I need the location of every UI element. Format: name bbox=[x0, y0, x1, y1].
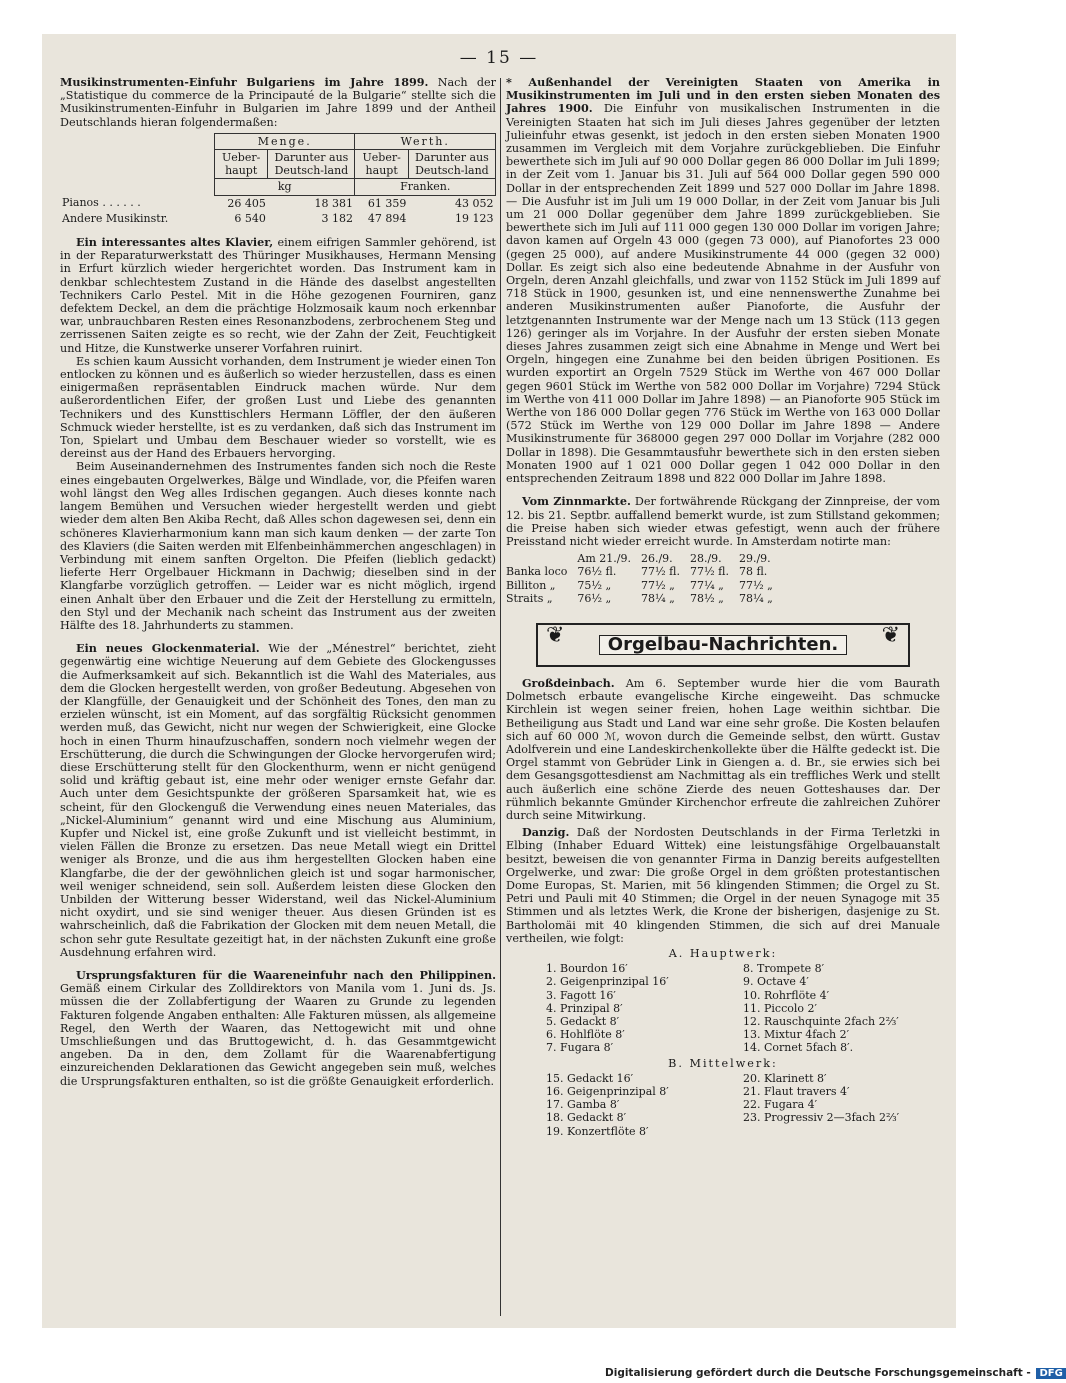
organ-stop: 18. Gedackt 8′ bbox=[546, 1111, 627, 1125]
footer bbox=[605, 1367, 1066, 1379]
article-usa-trade: * Außenhandel der Vereinigten Staaten von Amerika in Musikinstrumenten im Juli und in den ersten sieben Monaten des Jahres 1900. Die Einfuhr von musikalischen Instrumenten in die Vereinigten Staaten hat sich im Juli dieses Jahres gegenüber der letzten Julieinfuhr etwas gesenkt, ist jedoch in den ersten sieben Monaten 1900 zusammen im Vergleich mit dem Vorjahre zurückgeblieben. Die Einfuhr bewerthete sich im Juli auf 90 000 Dollar gegen 86 000 Dollar im Juli 1899; in der Zeit vom 1. Januar bis 31. Juli auf 564 000 Dollar gegen 590 000 Dollar in der entsprechenden Zeit 1899 und 527 000 Dollar im Jahre 1898. — Die Ausfuhr ist im Juli um 19 000 Dollar, in der Zeit vom Januar bis Juli um 21 000 Dollar gegenüber dem Jahre 1899 zurückgeblieben. Sie bewerthete sich im Juli auf 111 000 gegen 130 000 Dollar im vorigen Jahre; davon kamen auf Orgeln 43 000 (gegen 73 000), auf Pianofortes 23 000 (gegen 25 000), auf andere Musikinstrumente 44 000 (gegen 32 000) Dollar. Es zeigt sich also eine bedeutende Abnahme in der Ausfuhr von Orgeln, deren Anzahl gleichfalls, und zwar von 1152 Stück im Juli 1899 auf 718 Stück in 1900, gesunken ist, und eine nennenswerthe Zunahme bei anderen Musikinstrumenten außer Pianoforte, die Ausfuhr der letztgenannten Instrumente war der Menge nach um 13 Stück (113 gegen 126) geringer als im Vorjahre. In der Ausfuhr der ersten sieben Monate dieses Jahres zusammen zeigt sich eine Abnahme in Menge und Wert bei Orgeln, hingegen eine Zunahme bei den beiden übrigen Positionen. Es wurden exportirt an Orgeln 7529 Stück im Werthe von 467 000 Dollar gegen 9601 Stück im Werthe von 582 000 Dollar im Vorjahre) 7294 Stück im Werthe von 411 000 Dollar im Jahre 1898) — an Pianoforte 905 Stück im Werthe von 186 000 Dollar gegen 776 Stück im Werthe von 163 000 Dollar (572 Stück im Werthe von 129 000 Dollar im Jahre 1898 — Andere Musikinstrumente für 368000 gegen 297 000 Dollar im Vorjahre (282 000 Dollar in 1898). Die Gesammtausfuhr bewerthete sich in den ersten sieben Monaten 1900 auf 1 021 000 Dollar gegen 1 042 000 Dollar in den entsprechenden Zeitraum 1898 und 822 000 Dollar im Jahre 1898. bbox=[506, 75, 940, 486]
organ-stop: 5. Gedackt 8′ bbox=[546, 1015, 620, 1028]
scanned-page bbox=[42, 34, 956, 1328]
article-heading: Ein interessantes altes Klavier, bbox=[76, 235, 274, 250]
column-divider bbox=[500, 78, 501, 1316]
page-number: — 15 — bbox=[459, 48, 539, 68]
article-philippinen: Ursprungsfakturen für die Waareneinfuhr nach den Philippinen. Gemäß einem Cirkular des Zolldirektors von Manila vom 1. Juni ds. Js. müssen die der Zollabfertigung der Waaren zu Grunde zu legenden Fakturen folgende Angaben enthalten: Alle Fakturen müssen, als allgemeine Regel, den Werth der Waaren, das Nettogewicht mit und ohne Umschließungen und das Bruttogewicht, d. h. das Gesammtgewicht angeben. Da in den, dem Zollamt für die Waarenabfertigung einzureichenden Deklarationen das Gewicht angegeben sein muß, welches die Ursprungsfakturen enthalten, so ist die größte Genauigkeit erforderlich. bbox=[60, 968, 496, 1088]
table-header-menge: Menge. bbox=[215, 133, 355, 149]
organ-stop: 3. Fagott 16′ bbox=[546, 988, 616, 1002]
organ-stop: 8. Trompete 8′ bbox=[743, 962, 825, 976]
article-heading: Großdeinbach. bbox=[522, 675, 615, 690]
paragraph: Beim Auseinandernehmen des Instrumentes fanden sich noch die Reste eines eingebauten Orgelwerkes, Bälge und Windlade, vor, die Pfeifen waren wohl längst den Weg alles Irdischen gegangen. Auch dieses konnte nach langem Bemühen und Versuchen wieder hergestellt werden und giebt wieder dem alten Ben Akiba Recht, daß Alles schon dagewesen sei, denn ein schöneres Klavierharmonium kann man sich kaum denken — der zarte Ton des Klaviers (die Saiten werden mit Elfenbeinhämmerchen angeschlagen) in Verbindung mit einem sanften Orgelton. Die Pfeifen (lieblich gedackt) lieferte Herr Orgelbauer Hickmann in Dachwig; dieselben sind in der Klangfarbe vorzüglich getroffen. — Leider war es nicht möglich, irgend einen Anhalt über den Erbauer und die Zeit der Herstellung zu ermitteln, den Styl und der Mechanik nach scheint das Instrument aus der zweiten Hälfte des 18. Jahrhunderts zu stammen. bbox=[60, 460, 496, 632]
table-header-werth: Werth. bbox=[355, 133, 496, 149]
left-column bbox=[60, 76, 496, 1088]
article-heading: Vom Zinnmarkte. bbox=[522, 494, 631, 509]
article-zinnmarkt: Vom Zinnmarkte. Der fortwährende Rückgang der Zinnpreise, der vom 12. bis 21. Septbr. auffallend bemerkt wurde, ist zum Stillstand gekommen; die Preise haben sich wieder etwas gefestigt, wenn auch der frühere Preisstand nicht wieder erreicht wurde. In Amsterdam notirte man: bbox=[506, 494, 940, 548]
import-table bbox=[60, 133, 496, 226]
organ-stop: 20. Klarinett 8′ bbox=[743, 1071, 827, 1085]
table-subheader: Ueber-haupt bbox=[215, 150, 268, 179]
table-subheader: Darunter aus Deutsch-land bbox=[268, 150, 355, 179]
organ-stop: 6. Hohlflöte 8′ bbox=[546, 1028, 625, 1042]
hauptwerk-stops bbox=[546, 962, 940, 1054]
banner-title: Orgelbau-Nachrichten. bbox=[599, 635, 847, 654]
organ-stop: 10. Rohrflöte 4′ bbox=[743, 988, 830, 1002]
organ-stop bbox=[743, 1125, 940, 1138]
article-text: Nach der „Statistique du commerce de la Principauté de la Bulgarie“ stellte sich die Musikinstrumenten-Einfuhr in Bulgarien im Jahre 1899 und der Antheil Deutschlands hieran folgendermaßen: bbox=[60, 76, 496, 129]
organ-stop: 11. Piccolo 2′ bbox=[743, 1001, 817, 1015]
organ-stop: 15. Gedackt 16′ bbox=[546, 1071, 634, 1085]
right-column bbox=[506, 76, 940, 1140]
article-klavier: Ein interessantes altes Klavier, einem eifrigen Sammler gehörend, ist in der Reparaturwerkstatt des Thüringer Musikhauses, Hermann Mensing in Erfurt kürzlich wieder hergerichtet worden. Das Instrument kam in denkbar schlechtestem Zustand in die Hände des daselbst angestellten Technikers Carlo Pestel. Mit in die Höhe gezogenen Fourniren, ganz defektem Deckel, an dem die prächtige Holzmosaik kaum noch erkennbar war, unbrauchbaren Resten eines Resonanzbodens, zerbrochenem Steg und zerrissenen Saiten zeigte es so recht, wie der Zahn der Zeit, Feuchtigkeit und Hitze, die Kunstwerke unserer Vorfahren ruinirt. bbox=[60, 235, 496, 355]
article-bulgaria bbox=[60, 76, 496, 129]
article-heading: Danzig. bbox=[522, 825, 570, 840]
article-heading: * Außenhandel der Vereinigten Staaten von Amerika in Musikinstrumenten im Juli und in den ersten sieben Monaten des Jahres 1900. bbox=[506, 75, 940, 116]
ornament-icon: ❦ bbox=[546, 622, 565, 648]
organ-stop: 1. Bourdon 16′ bbox=[546, 962, 628, 976]
table-row: Pianos . . . . . . 26 405 18 381 61 359 43 052 bbox=[62, 196, 494, 210]
article-grossdeinbach: Großdeinbach. Am 6. September wurde hier die vom Baurath Dolmetsch erbaute evangelische Kirche eingeweiht. Das schmucke Kirchlein ist wegen seiner freien, hohen Lage weithin sichtbar. Die Betheiligung aus Stadt und Land war eine sehr große. Die Kosten belaufen sich auf 60 000 ℳ, wovon durch die Gemeinde selbst, den württ. Gustav Adolfverein und eine Landeskirchenkollekte über die Hälfte gedeckt ist. Die Orgel stammt von Gebrüder Link in Giengen a. d. Br., sie erwies sich bei dem Gesangsgottesdienst am Nachmittag als ein treffliches Werk und stellt auch äußerlich eine schöne Zierde des neuen Gotteshauses dar. Der rühmlich bekannte Gmünder Kirchenchor erfreute die zahlreichen Zuhörer durch seine Mitwirkung. bbox=[506, 675, 941, 822]
dfg-logo: DFG bbox=[1036, 1368, 1065, 1379]
organ-stop: 7. Fugara 8′ bbox=[546, 1041, 614, 1055]
organ-stop: 22. Fugara 4′ bbox=[743, 1098, 818, 1112]
article-danzig: Danzig. Daß der Nordosten Deutschlands in der Firma Terletzki in Elbing (Inhaber Eduard Wittek) eine leistungsfähige Orgelbauanstalt besitzt, beweisen die von genannter Firma in Danzig bereits aufgestellten Orgelwerke, und zwar: Die große Orgel in dem größten protestantischen Dome Europas, St. Marien, mit 56 klingenden Stimmen; die Orgel zu St. Petri und Pauli mit 40 Stimmen; die Orgel in der neuen Synagoge mit 35 Stimmen und als letztes Werk, die Krone der bisherigen, dasjenige zu St. Bartholomäi mit 40 klingenden Stimmen, die sich auf drei Manuale vertheilen, wie folgt: bbox=[506, 825, 940, 945]
table-subheader: Darunter aus Deutsch-land bbox=[408, 150, 495, 179]
paragraph: Es schien kaum Aussicht vorhanden, dem Instrument je wieder einen Ton entlocken zu können und es äußerlich so wieder herzustellen, dass es einen einigermaßen repräsentablen Eindruck machen würde. Nur dem außerordentlichen Eifer, der großen Lust und Liebe des genannten Technikers und des Kunsttischlers Hermann Löffler, der den äußeren Schmuck wieder herstellte, ist es zu verdanken, daß sich das Instrument im Ton, Spielart und Umbau dem Beschauer wieder so vorstellt, wie es dereinst aus der Hand des Erbauers hervorging. bbox=[60, 354, 496, 461]
ornament-icon: ❦ bbox=[881, 622, 900, 648]
organ-stop: 21. Flaut travers 4′ bbox=[743, 1085, 850, 1099]
tin-price-table: Am 21./9. 26./9. 28./9. 29./9. Banka loco 76½ fl. 77½ fl. 77½ fl. 78 fl. Billiton „ 75½ „ 77½ „ 77¼ „ 77½ „ Straits „ 76½ „ 78¼ „ 78½ „ 78¼ „ bbox=[506, 552, 783, 605]
hauptwerk-heading: A. Hauptwerk: bbox=[668, 946, 778, 960]
table-row: Banka loco 76½ fl. 77½ fl. 77½ fl. 78 fl. bbox=[506, 565, 768, 579]
organ-stop: 9. Octave 4′ bbox=[743, 975, 809, 989]
footer-text: Digitalisierung gefördert durch die Deutsche Forschungsgemeinschaft - bbox=[605, 1367, 1031, 1379]
article-heading: Ursprungsfakturen für die Waareneinfuhr nach den Philippinen. bbox=[76, 968, 496, 982]
organ-stop: 19. Konzertflöte 8′ bbox=[546, 1124, 649, 1138]
article-heading: Musikinstrumenten-Einfuhr Bulgariens im Jahre 1899. bbox=[60, 75, 429, 89]
mittelwerk-stops bbox=[546, 1072, 940, 1138]
mittelwerk-heading: B. Mittelwerk: bbox=[668, 1056, 778, 1070]
organ-stop: 17. Gamba 8′ bbox=[546, 1098, 620, 1112]
table-subheader: Ueber-haupt bbox=[355, 150, 408, 179]
organ-stop: 2. Geigenprinzipal 16′ bbox=[546, 975, 669, 989]
organ-stop: 4. Prinzipal 8′ bbox=[546, 1001, 623, 1015]
table-row: Billiton „ 75½ „ 77½ „ 77¼ „ 77½ „ bbox=[506, 578, 773, 592]
table-row: Straits „ 76½ „ 78¼ „ 78½ „ 78¼ „ bbox=[506, 591, 773, 605]
section-banner bbox=[536, 623, 910, 667]
organ-stop: 14. Cornet 5fach 8′. bbox=[743, 1041, 854, 1055]
table-row: Andere Musikinstr. 6 540 3 182 47 894 19 123 bbox=[62, 211, 494, 225]
article-heading: Ein neues Glockenmaterial. bbox=[76, 641, 260, 656]
organ-stop: 13. Mixtur 4fach 2′ bbox=[743, 1028, 850, 1042]
article-glocken: Ein neues Glockenmaterial. Wie der „Ménestrel“ berichtet, zieht gegenwärtig eine wichtige Neuerung auf dem Gebiete des Glockengusses die Aufmerksamkeit auf sich. Bekanntlich ist die Wahl des Materiales, aus dem die Glocken hergestellt werden, von großer Bedeutung. Abgesehen von der Klangfülle, der Genauigkeit und der Schönheit des Tones, den man zu erzielen wünscht, ist ein Moment, auf das sorgfältig Rücksicht genommen werden muß, das Gewicht, nicht nur wegen der Schwierigkeit, eine Glocke hoch in einen Thurm hinaufzuschaffen, sondern noch vielmehr wegen der Erschütterung, die durch die Schwingungen der Glocke hervorgerufen wird; diese Erschütterung stellt für den Glockenthurm, wenn er nicht genügend solid und kräftig gebaut ist, eine mehr oder weniger ernste Gefahr dar. Auch unter dem Gesichtspunkte der größeren Sparsamkeit hat, wie es scheint, für den Glockenguß die Verwendung eines neuen Materiales, das „Nickel-Aluminium“ genannt wird und eine Mischung aus Aluminium, Kupfer und Nickel ist, eine große Zukunft und ist vielleicht bestimmt, in vielen Fällen die Bronze zu ersetzen. Das neue Metall wiegt ein Drittel weniger als Bronze, und die aus ihm hergestellten Glocken haben eine Klangfarbe, die der der gewöhnlichen gleich ist und sogar harmonischer, weil weniger schneidend, sein soll. Außerdem leisten diese Glocken den Unbilden der Witterung besser Widerstand, weil das Nickel-Aluminium nicht oxydirt, und sie sind weniger theuer. Aus diesen Gründen ist es wahrscheinlich, daß die Fabrikation der Glocken mit dem neuen Metall, die schon sehr gute Resultate gezeitigt hat, in der nächsten Zukunft eine große Ausdehnung erfahren wird. bbox=[60, 641, 497, 959]
table-unit-kg: kg bbox=[215, 179, 355, 195]
table-unit-franken: Franken. bbox=[355, 179, 496, 195]
organ-stop: 12. Rauschquinte 2fach 2⅔′ bbox=[743, 1015, 899, 1028]
organ-stop: 16. Geigenprinzipal 8′ bbox=[546, 1085, 669, 1099]
organ-stop: 23. Progressiv 2—3fach 2⅔′ bbox=[743, 1111, 900, 1125]
